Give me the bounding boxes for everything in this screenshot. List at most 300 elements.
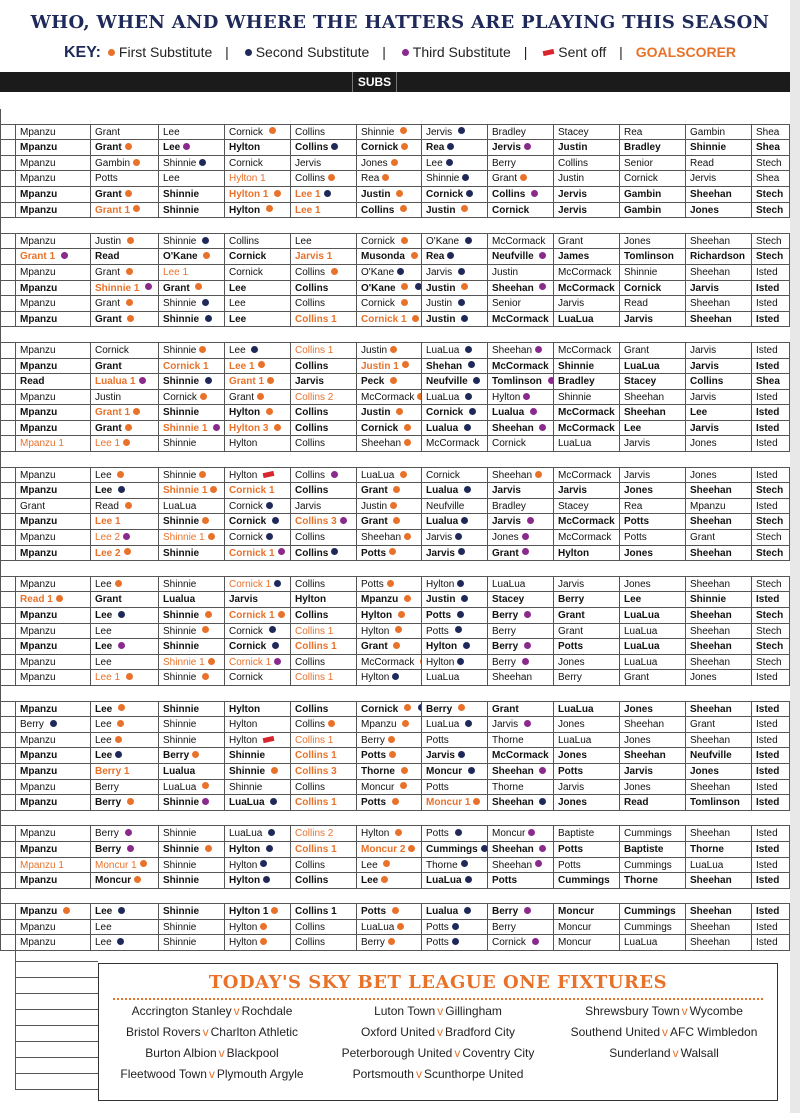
versus: v: [415, 1067, 422, 1081]
lineup-row: [0, 873, 790, 889]
lineup-row: [0, 234, 790, 250]
row-margin: [0, 296, 15, 311]
player-cell: Potts: [356, 795, 421, 810]
row-margin: [0, 702, 15, 717]
substitute-dot-icon: [133, 205, 140, 212]
substitute-dot-icon: [465, 720, 472, 727]
group-spacer: [0, 811, 790, 827]
lineup-row: [0, 530, 790, 546]
substitute-dot-icon: [465, 393, 472, 400]
lineup-row: [0, 140, 790, 156]
player-cell: Shinnie 1: [90, 281, 158, 296]
substitute-dot-icon: [452, 923, 459, 930]
player-cell: Grant: [90, 312, 158, 327]
player-cell: Shinnie: [158, 608, 224, 623]
lineup-row: [0, 483, 790, 499]
player-cell: Potts: [553, 764, 619, 779]
player-cell: Lee: [290, 234, 356, 249]
grid-line: [15, 1026, 98, 1042]
player-cell: Jarvis: [290, 374, 356, 389]
player-cell: Lee: [158, 125, 224, 140]
lineup-row: [0, 904, 790, 920]
player-cell: Cornick: [421, 187, 487, 202]
row-margin: [0, 811, 15, 826]
lineup-row: [0, 577, 790, 593]
player-cell: Jarvis: [619, 468, 685, 483]
lineup-row: [0, 405, 790, 421]
player-cell: Shinnie: [158, 343, 224, 358]
player-cell: Isted: [751, 421, 790, 436]
player-cell: Moncur: [553, 904, 619, 919]
player-cell: LuaLua: [619, 935, 685, 950]
lineup-row: [0, 171, 790, 187]
player-cell: Mpanzu: [15, 655, 90, 670]
player-cell: Shinnie: [158, 858, 224, 873]
player-cell: Justin: [356, 405, 421, 420]
player-cell: Sheehan: [619, 390, 685, 405]
player-cell: Jones: [685, 436, 751, 451]
player-cell: Stech: [751, 187, 790, 202]
player-cell: Jarvis: [685, 421, 751, 436]
player-cell: Isted: [751, 265, 790, 280]
player-cell: Collins 1: [290, 343, 356, 358]
player-cell: Mpanzu: [15, 125, 90, 140]
player-cell: Stacey: [553, 499, 619, 514]
player-cell: Sheehan: [685, 873, 751, 888]
substitute-dot-icon: [251, 346, 258, 353]
row-margin: [0, 530, 15, 545]
player-cell: Baptiste: [553, 826, 619, 841]
player-cell: Sheehan: [685, 546, 751, 561]
lineup-row: [0, 187, 790, 203]
player-cell: Hylton 3: [224, 421, 290, 436]
substitute-dot-icon: [274, 424, 281, 431]
substitute-dot-icon: [208, 658, 215, 665]
substitute-dot-icon: [260, 860, 267, 867]
player-cell: McCormack: [487, 359, 553, 374]
player-cell: Moncur 2: [356, 842, 421, 857]
player-cell: Stech: [751, 530, 790, 545]
substitute-dot-icon: [392, 673, 399, 680]
substitute-dot-icon: [404, 424, 411, 431]
substitute-dot-icon: [208, 533, 215, 540]
player-cell: Cornick: [356, 421, 421, 436]
substitute-dot-icon: [266, 533, 273, 540]
player-cell: Collins: [290, 920, 356, 935]
substitute-dot-icon: [465, 876, 472, 883]
key-label: KEY:: [63, 44, 102, 61]
substitute-dot-icon: [205, 845, 212, 852]
substitute-dot-icon: [468, 767, 475, 774]
player-cell: Jones: [685, 670, 751, 685]
player-cell: Justin: [90, 390, 158, 405]
substitute-dot-icon: [397, 923, 404, 930]
versus: v: [437, 1004, 444, 1018]
player-cell: Jarvis: [224, 592, 290, 607]
substitute-dot-icon: [125, 143, 132, 150]
player-cell: Cummings: [619, 920, 685, 935]
substitute-dot-icon: [263, 876, 270, 883]
player-cell: Mpanzu: [15, 156, 90, 171]
player-cell: Justin: [356, 343, 421, 358]
player-cell: Sheehan: [487, 343, 553, 358]
player-cell: Grant: [487, 171, 553, 186]
player-cell: Rea: [421, 249, 487, 264]
substitute-dot-icon: [328, 720, 335, 727]
substitute-dot-icon: [404, 533, 411, 540]
player-cell: Shea: [751, 140, 790, 155]
player-cell: Jarvis 1: [290, 249, 356, 264]
substitute-dot-icon: [202, 673, 209, 680]
player-cell: Berry: [90, 826, 158, 841]
substitute-dot-icon: [127, 845, 134, 852]
substitute-dot-icon: [328, 174, 335, 181]
substitute-dot-icon: [464, 907, 471, 914]
lineup-row: [0, 156, 790, 172]
player-cell: Lee: [90, 920, 158, 935]
player-cell: Rea: [619, 499, 685, 514]
player-cell: Grant: [685, 530, 751, 545]
substitute-dot-icon: [202, 626, 209, 633]
substitute-dot-icon: [524, 907, 531, 914]
key-first-substitute: First Substitute: [118, 44, 213, 60]
player-cell: LuaLua: [421, 390, 487, 405]
player-cell: Grant: [356, 514, 421, 529]
substitute-dot-icon: [400, 782, 407, 789]
player-cell: Collins: [290, 780, 356, 795]
substitute-dot-icon: [270, 798, 277, 805]
player-cell: Hylton: [224, 140, 290, 155]
player-cell: Sheehan: [685, 920, 751, 935]
player-cell: Sheehan: [487, 468, 553, 483]
player-cell: Hylton 1: [224, 187, 290, 202]
versus: v: [672, 1046, 679, 1060]
player-cell: Isted: [751, 733, 790, 748]
substitute-dot-icon: [397, 268, 404, 275]
player-cell: Shinnie 1: [158, 421, 224, 436]
grid-line: [15, 962, 98, 978]
substitute-dot-icon: [469, 408, 476, 415]
player-cell: Berry: [553, 670, 619, 685]
substitute-dot-icon: [115, 751, 122, 758]
fixture-item: [325, 1004, 551, 1018]
player-cell: Grant: [553, 234, 619, 249]
player-cell: Mpanzu: [15, 546, 90, 561]
player-cell: Shinnie: [158, 374, 224, 389]
player-cell: McCormack: [553, 265, 619, 280]
player-cell: LuaLua: [553, 702, 619, 717]
player-cell: Grant: [90, 359, 158, 374]
home-team: Luton Town: [374, 1004, 436, 1018]
row-margin: [0, 546, 15, 561]
player-cell: Collins 1: [290, 748, 356, 763]
player-cell: McCormack: [421, 436, 487, 451]
player-cell: Moncur: [421, 764, 487, 779]
player-cell: Shinnie: [158, 920, 224, 935]
player-cell: Mpanzu: [15, 171, 90, 186]
grid-line: [15, 1042, 98, 1058]
player-cell: Sheehan: [685, 187, 751, 202]
player-cell: Shehan: [421, 359, 487, 374]
player-cell: Shinnie: [224, 780, 290, 795]
row-margin: [0, 187, 15, 202]
player-cell: Cornick 1: [224, 608, 290, 623]
away-team: Rochdale: [241, 1004, 293, 1018]
fixture-item: [551, 1004, 777, 1018]
player-cell: Jarvis: [553, 296, 619, 311]
substitute-dot-icon: [458, 751, 465, 758]
key-sent-off: Sent off: [558, 44, 607, 60]
player-cell: Grant: [90, 187, 158, 202]
player-cell: Collins: [290, 281, 356, 296]
player-cell: Jones: [356, 156, 421, 171]
player-cell: Mpanzu: [15, 935, 90, 950]
player-cell: Neufville: [421, 374, 487, 389]
player-cell: Lee: [224, 343, 290, 358]
player-cell: Jarvis: [487, 717, 553, 732]
lineup-row: [0, 608, 790, 624]
substitute-dot-icon: [118, 704, 125, 711]
player-cell: Mpanzu: [15, 405, 90, 420]
player-cell: LuaLua: [619, 608, 685, 623]
grid-line: [15, 946, 98, 962]
player-cell: Mpanzu: [15, 421, 90, 436]
grid-line: [15, 994, 98, 1010]
player-cell: Potts: [90, 171, 158, 186]
home-team: Oxford United: [360, 1025, 435, 1039]
player-cell: Cornick: [224, 639, 290, 654]
row-margin: [0, 281, 15, 296]
substitute-dot-icon: [464, 486, 471, 493]
player-cell: Lee: [619, 421, 685, 436]
player-cell: McCormack: [553, 530, 619, 545]
player-cell: Stech: [751, 608, 790, 623]
player-cell: Lee: [90, 904, 158, 919]
player-cell: Jarvis: [619, 436, 685, 451]
player-cell: Isted: [751, 858, 790, 873]
player-cell: Stech: [751, 234, 790, 249]
player-cell: Hylton: [356, 608, 421, 623]
player-cell: Baptiste: [619, 842, 685, 857]
fixture-item: [99, 1004, 325, 1018]
substitute-dot-icon: [61, 252, 68, 259]
player-cell: Shinnie: [685, 140, 751, 155]
player-cell: Collins: [290, 421, 356, 436]
player-cell: Jones: [619, 546, 685, 561]
player-cell: Lualua 1: [90, 374, 158, 389]
player-cell: Moncur: [90, 873, 158, 888]
player-cell: Hylton: [224, 935, 290, 950]
player-cell: Collins: [290, 296, 356, 311]
player-cell: McCormack: [553, 281, 619, 296]
substitute-dot-icon: [125, 424, 132, 431]
player-cell: Mpanzu: [15, 780, 90, 795]
player-cell: Mpanzu: [685, 499, 751, 514]
player-cell: Rea: [619, 125, 685, 140]
player-cell: Collins 3: [290, 764, 356, 779]
lineup-row: [0, 780, 790, 796]
substitute-dot-icon: [462, 174, 469, 181]
player-cell: Lee: [158, 171, 224, 186]
substitute-dot-icon: [463, 642, 470, 649]
substitute-dot-icon: [324, 190, 331, 197]
player-cell: Cornick: [421, 468, 487, 483]
player-cell: Justin: [421, 312, 487, 327]
player-cell: Mpanzu: [15, 702, 90, 717]
player-cell: Justin: [421, 203, 487, 218]
player-cell: Cornick: [356, 140, 421, 155]
player-cell: Collins: [290, 468, 356, 483]
substitute-dot-icon: [199, 159, 206, 166]
player-cell: Lee: [158, 140, 224, 155]
player-cell: Lualua: [158, 764, 224, 779]
substitute-dot-icon: [539, 767, 546, 774]
player-cell: Lee: [90, 717, 158, 732]
player-cell: Collins 1: [290, 312, 356, 327]
substitute-dot-icon: [268, 829, 275, 836]
row-margin: [0, 343, 15, 358]
substitute-dot-icon: [210, 486, 217, 493]
substitute-dot-icon: [392, 798, 399, 805]
player-cell: Lualua: [158, 592, 224, 607]
home-team: Portsmouth: [352, 1067, 414, 1081]
player-cell: Jones: [619, 702, 685, 717]
player-cell: Jarvis: [619, 764, 685, 779]
player-cell: Shinnie: [158, 436, 224, 451]
substitute-dot-icon: [473, 798, 480, 805]
player-cell: O'Kane: [421, 234, 487, 249]
player-cell: Jones: [553, 748, 619, 763]
player-cell: Musonda: [356, 249, 421, 264]
player-cell: Collins 2: [290, 390, 356, 405]
substitute-dot-icon: [260, 938, 267, 945]
lineup-row: [0, 670, 790, 686]
player-cell: LuaLua: [553, 733, 619, 748]
lineup-row: [0, 592, 790, 608]
lineup-row: [0, 374, 790, 390]
substitute-dot-icon: [535, 860, 542, 867]
player-cell: Isted: [751, 296, 790, 311]
player-cell: Berry: [487, 920, 553, 935]
player-cell: Isted: [751, 920, 790, 935]
player-cell: Mpanzu: [15, 733, 90, 748]
substitute-dot-icon: [452, 938, 459, 945]
player-cell: Bradley: [487, 499, 553, 514]
player-cell: Lualua: [421, 904, 487, 919]
row-margin: [0, 203, 15, 218]
substitute-dot-icon: [539, 424, 546, 431]
player-cell: Shinnie: [158, 904, 224, 919]
player-cell: Shinnie: [158, 826, 224, 841]
player-cell: Lee: [90, 733, 158, 748]
player-cell: Jones: [619, 577, 685, 592]
home-team: Southend United: [570, 1025, 661, 1039]
player-cell: Read: [685, 156, 751, 171]
player-cell: LuaLua: [421, 873, 487, 888]
player-cell: Cornick 1: [224, 483, 290, 498]
away-team: Coventry City: [462, 1046, 535, 1060]
player-cell: Stacey: [553, 125, 619, 140]
player-cell: Collins: [290, 858, 356, 873]
substitute-dot-icon: [390, 502, 397, 509]
player-cell: Isted: [751, 826, 790, 841]
substitute-dot-icon: [457, 658, 464, 665]
player-cell: Berry: [487, 624, 553, 639]
substitute-dot-icon: [389, 751, 396, 758]
player-cell: Jervis: [553, 187, 619, 202]
player-cell: Grant: [553, 608, 619, 623]
row-margin: [0, 436, 15, 451]
player-cell: Mpanzu: [15, 312, 90, 327]
player-cell: Isted: [751, 764, 790, 779]
substitute-dot-icon: [266, 408, 273, 415]
player-cell: Lee 1: [90, 436, 158, 451]
fixture-item: [325, 1067, 551, 1081]
substitute-dot-icon: [466, 190, 473, 197]
lineup-row: [0, 499, 790, 515]
player-cell: Hylton: [421, 655, 487, 670]
substitute-dot-icon: [200, 393, 207, 400]
player-cell: Sheehan: [619, 405, 685, 420]
substitute-dot-icon: [133, 408, 140, 415]
row-margin: [0, 514, 15, 529]
substitute-dot-icon: [267, 377, 274, 384]
player-cell: Isted: [751, 873, 790, 888]
player-cell: Hylton: [356, 826, 421, 841]
substitute-dot-icon: [520, 174, 527, 181]
player-cell: Mpanzu: [15, 483, 90, 498]
player-cell: Jones: [619, 733, 685, 748]
player-cell: Cornick: [224, 499, 290, 514]
player-cell: Mpanzu: [15, 624, 90, 639]
player-cell: Lee 1: [290, 187, 356, 202]
substitute-dot-icon: [127, 798, 134, 805]
player-cell: Shinnie: [158, 296, 224, 311]
player-cell: Sheehan: [685, 935, 751, 950]
player-cell: Isted: [751, 281, 790, 296]
player-cell: Isted: [751, 670, 790, 685]
player-cell: LuaLua: [553, 436, 619, 451]
player-cell: Lee: [90, 702, 158, 717]
player-cell: Hylton: [487, 390, 553, 405]
page-title: WHO, WHEN AND WHERE THE HATTERS ARE PLAYING THIS SEASON: [30, 12, 770, 33]
player-cell: Mpanzu 1: [15, 436, 90, 451]
player-cell: Hylton: [224, 873, 290, 888]
player-cell: Grant: [619, 343, 685, 358]
substitute-dot-icon: [202, 299, 209, 306]
player-cell: Stech: [751, 546, 790, 561]
player-cell: Grant: [158, 281, 224, 296]
substitute-dot-icon: [183, 143, 190, 150]
substitute-dot-icon: [202, 517, 209, 524]
player-cell: Jarvis: [619, 312, 685, 327]
player-cell: Bradley: [487, 125, 553, 140]
player-cell: Hylton: [224, 405, 290, 420]
player-cell: Collins 3: [290, 514, 356, 529]
substitute-dot-icon: [383, 860, 390, 867]
player-cell: Jarvis: [685, 281, 751, 296]
player-cell: Grant 1: [224, 374, 290, 389]
group-spacer: [0, 686, 790, 702]
player-cell: Sheehan: [487, 795, 553, 810]
player-cell: Mpanzu: [15, 826, 90, 841]
substitute-dot-icon: [457, 611, 464, 618]
fixture-item: [99, 1067, 325, 1081]
player-cell: Stech: [751, 156, 790, 171]
substitute-dot-icon: [389, 548, 396, 555]
player-cell: Justin: [421, 592, 487, 607]
player-cell: Jarvis: [421, 748, 487, 763]
